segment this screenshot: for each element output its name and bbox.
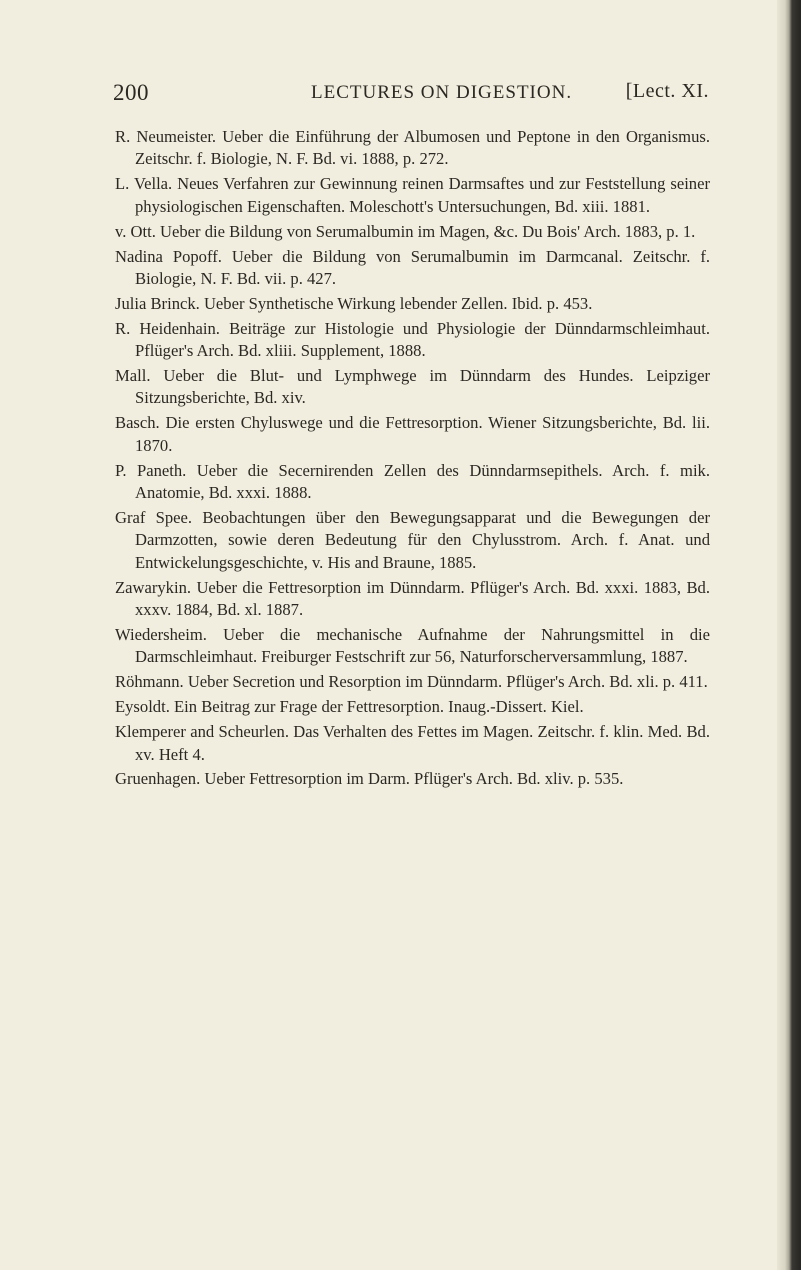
page-header [113, 80, 709, 110]
page-edge-shadow [777, 0, 801, 1270]
reference-item: Zawarykin. Ueber die Fettresorption im Dünndarm. Pflüger's Arch. Bd. xxxi. 1883, Bd. xxxv. 1884, Bd. xl. 1887. [115, 577, 710, 620]
reference-item: L. Vella. Neues Verfahren zur Gewinnung reinen Darmsaftes und zur Feststellung seiner physiologischen Eigenschaften. Moleschott's Untersuchungen, Bd. xiii. 1881. [115, 174, 710, 216]
reference-item: P. Paneth. Ueber die Secernirenden Zellen des Dünndarmsepithels. Arch. f. mik. Anatomie, Bd. xxxi. 1888. [115, 460, 710, 503]
reference-item: v. Ott. Ueber die Bildung von Serumalbumin im Magen, &c. Du Bois' Arch. 1883, p. 1. [115, 221, 696, 241]
reference-item: R. Heidenhain. Beiträge zur Histologie und Physiologie der Dünndarmschleimhaut. Pflüger's Arch. Bd. xliii. Supplement, 1888. [115, 318, 710, 361]
reference-item: Nadina Popoff. Ueber die Bildung von Serumalbumin im Darmcanal. Zeitschr. f. Biologie, N. F. Bd. vii. p. 427. [115, 246, 710, 288]
reference-item: Röhmann. Ueber Secretion und Resorption im Dünndarm. Pflüger's Arch. Bd. xli. p. 411. [115, 672, 708, 692]
reference-item: Wiedersheim. Ueber die mechanische Aufnahme der Nahrungsmittel in die Darmschleimhaut. Freiburger Festschrift zur 56, Naturforscherversammlung, 1887. [115, 625, 710, 667]
reference-item: Basch. Die ersten Chyluswege und die Fettresorption. Wiener Sitzungsberichte, Bd. lii. 1870. [115, 413, 710, 455]
reference-list [115, 126, 710, 793]
reference-item: Eysoldt. Ein Beitrag zur Frage der Fettresorption. Inaug.-Dissert. Kiel. [115, 697, 584, 717]
page-number: 200 [113, 80, 149, 105]
running-title: LECTURES ON DIGESTION. [311, 82, 573, 103]
reference-item: Gruenhagen. Ueber Fettresorption im Darm. Pflüger's Arch. Bd. xliv. p. 535. [115, 769, 624, 789]
reference-item: Julia Brinck. Ueber Synthetische Wirkung lebender Zellen. Ibid. p. 453. [115, 293, 593, 313]
reference-item: Klemperer and Scheurlen. Das Verhalten des Fettes im Magen. Zeitschr. f. klin. Med. Bd. xv. Heft 4. [115, 722, 710, 764]
reference-item: Mall. Ueber die Blut- und Lymphwege im Dünndarm des Hundes. Leipziger Sitzungsberichte, Bd. xiv. [115, 366, 710, 408]
section-label: [Lect. XI. [625, 80, 709, 102]
reference-item: R. Neumeister. Ueber die Einführung der Albumosen und Peptone in den Organismus. Zeitschr. f. Biologie, N. F. Bd. vi. 1888, p. 272. [115, 127, 710, 169]
reference-item: Graf Spee. Beobachtungen über den Bewegungsapparat und die Bewegungen der Darmzotten, sowie deren Bedeutung für den Chylusstrom. Arch. f. Anat. und Entwickelungsgeschichte, v. His and Braune, 1885. [115, 508, 710, 572]
